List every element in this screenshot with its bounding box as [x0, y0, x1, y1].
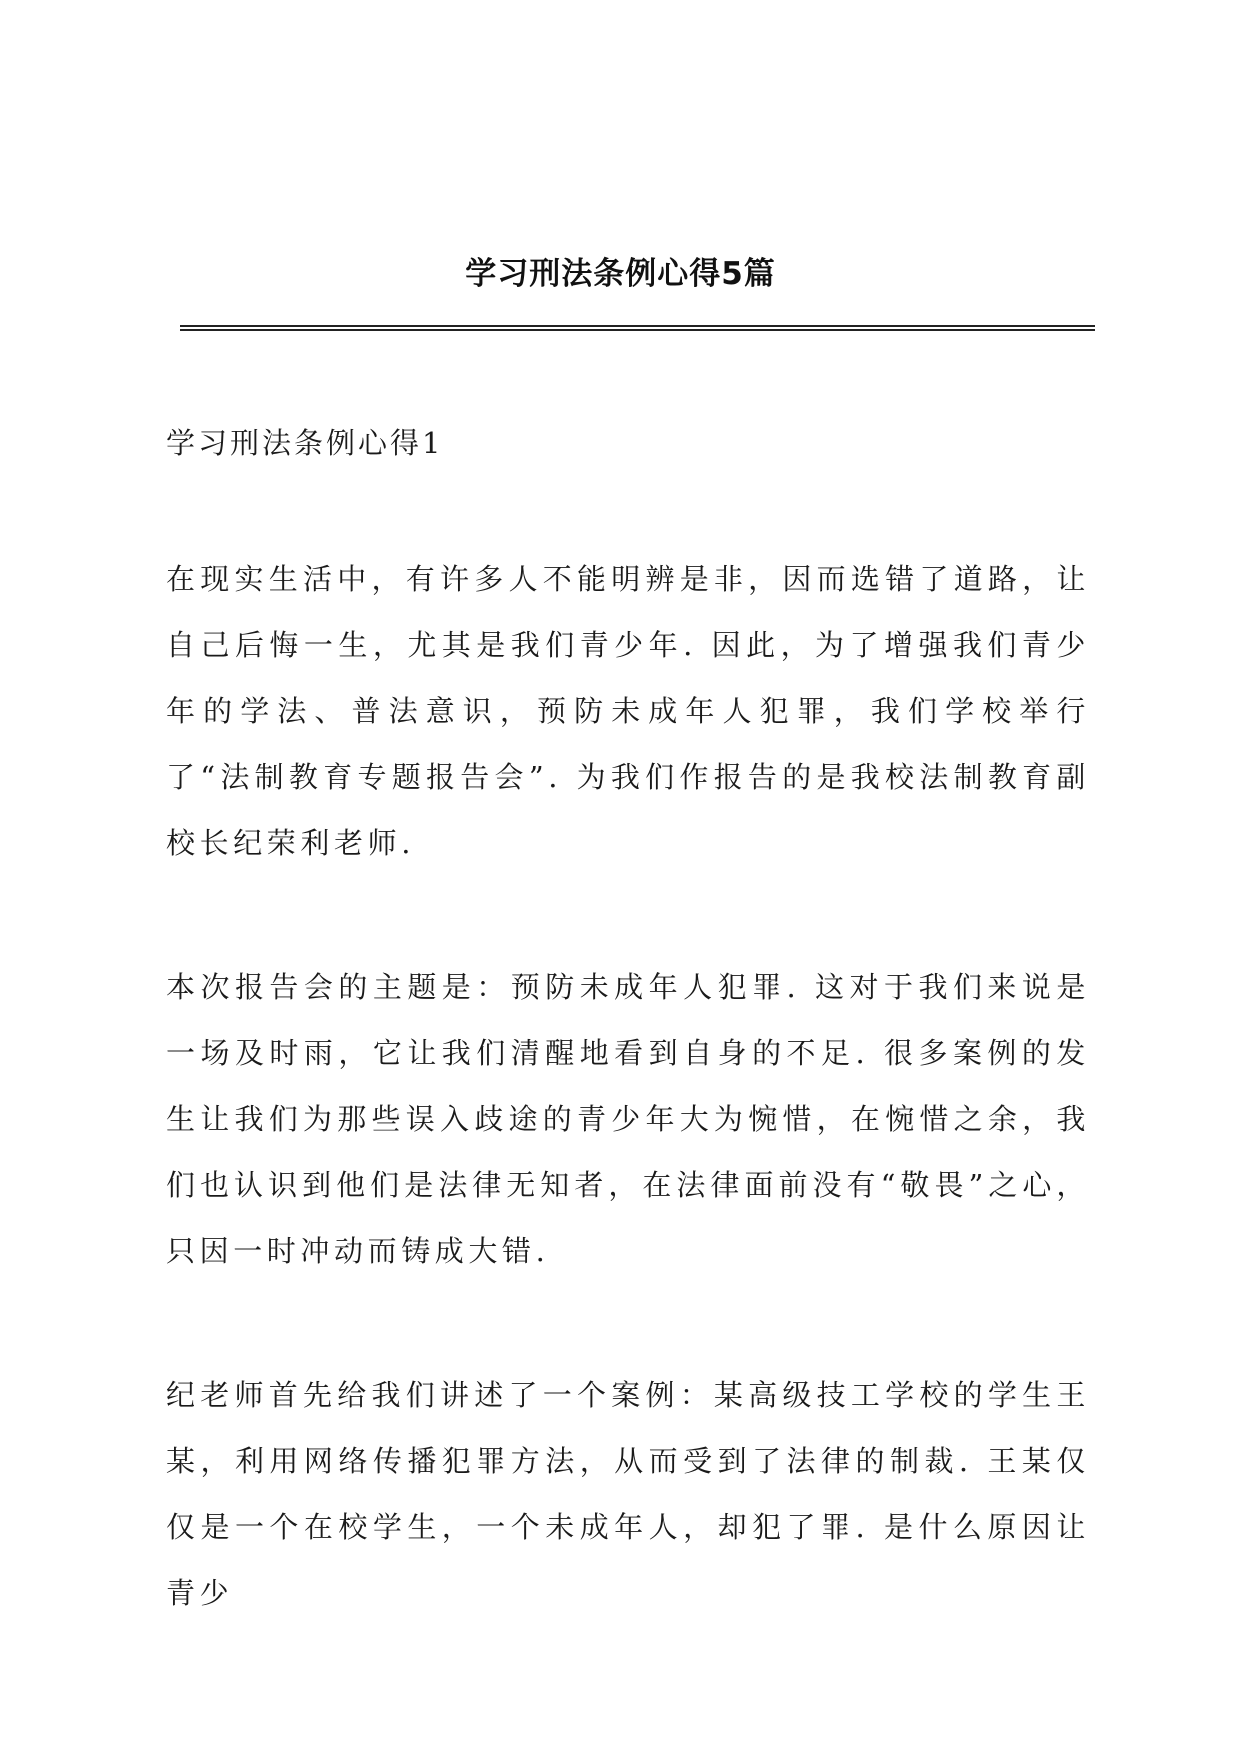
- document-body: [166, 418, 1090, 1704]
- paragraph-2: 本次报告会的主题是：预防未成年人犯罪. 这对于我们来说是一场及时雨，它让我们清醒地看到自身的不足. 很多案例的发生让我们为那些误入歧途的青少年大为惋惜，在惋惜之余，我们也认识到他们是法律无知者，在法律面前没有“敬畏”之心，只因一时冲动而铸成大错.: [166, 970, 1090, 1268]
- paragraph-3: 纪老师首先给我们讲述了一个案例：某高级技工学校的学生王某，利用网络传播犯罪方法，从而受到了法律的制裁. 王某仅仅是一个在校学生，一个未成年人，却犯了罪. 是什么原因让青少: [166, 1378, 1090, 1610]
- paragraph-1: 在现实生活中，有许多人不能明辨是非，因而选错了道路，让自己后悔一生，尤其是我们青少年. 因此，为了增强我们青少年的学法、普法意识，预防未成年人犯罪，我们学校举行了“法制教育专题报告会”. 为我们作报告的是我校法制教育副校长纪荣利老师.: [166, 562, 1090, 860]
- title-double-rule: [180, 325, 1095, 331]
- section-heading: 学习刑法条例心得1: [166, 426, 444, 460]
- document-title: 学习刑法条例心得5篇: [465, 256, 776, 292]
